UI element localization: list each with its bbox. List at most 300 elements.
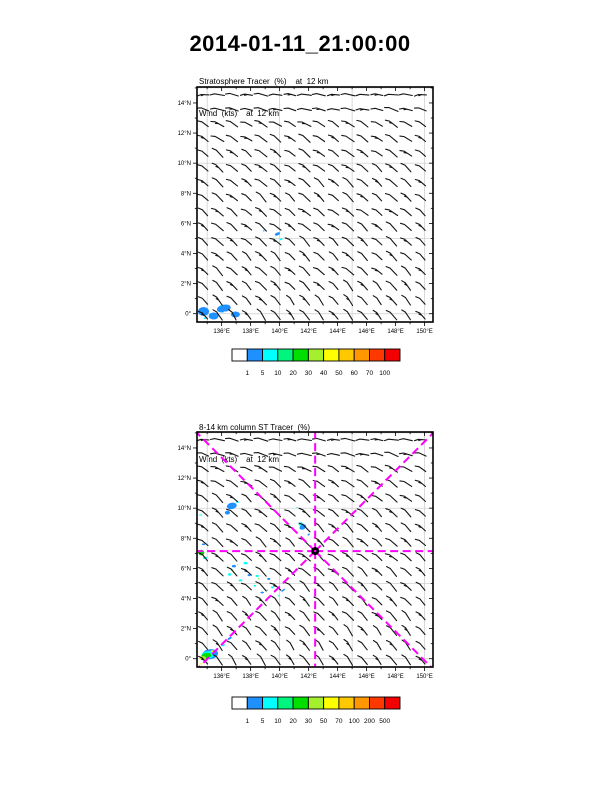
tracer-map-top <box>165 80 450 348</box>
wind-barb <box>373 641 381 650</box>
wind-barb <box>358 281 368 289</box>
colorbar-cell <box>369 697 384 709</box>
wind-barb <box>329 656 338 664</box>
wind-barb <box>198 480 208 486</box>
wind-barb <box>241 109 253 111</box>
colorbar-cell <box>263 697 278 709</box>
wind-barb <box>227 612 237 621</box>
tracer-patch <box>239 579 243 581</box>
wind-barb <box>229 654 236 665</box>
wind-barb <box>227 282 237 290</box>
wind-barb <box>255 524 267 532</box>
wind-barb <box>198 297 207 305</box>
wind-barb <box>226 135 237 141</box>
wind-barb <box>300 581 309 591</box>
wind-barb <box>211 108 225 110</box>
wind-barb <box>198 495 208 502</box>
colorbar-bottom <box>225 693 410 728</box>
wind-barb <box>357 480 368 487</box>
y-axis-label: 2°N <box>180 281 191 288</box>
wind-barb <box>358 222 368 231</box>
wind-barb <box>226 480 237 487</box>
wind-barb <box>285 238 294 245</box>
wind-barb <box>371 94 383 96</box>
wind-barb <box>357 164 368 171</box>
wind-barb <box>212 238 224 246</box>
wind-barb <box>242 583 252 590</box>
wind-barb <box>357 524 368 532</box>
wind-barb <box>256 537 266 547</box>
wind-barb <box>256 582 266 591</box>
wind-barb <box>401 253 412 260</box>
wind-barb <box>329 252 338 260</box>
tracer-map-bottom <box>165 425 450 693</box>
wind-barb <box>212 148 223 157</box>
wind-barb <box>198 282 207 290</box>
colorbar-top <box>225 345 410 380</box>
colorbar-cell <box>278 697 293 709</box>
wind-barb <box>287 655 294 665</box>
wind-barb <box>213 280 223 290</box>
wind-barb <box>226 150 237 157</box>
wind-barb <box>387 567 397 577</box>
wind-barb <box>371 467 382 471</box>
wind-barb <box>416 297 425 305</box>
colorbar-value: 50 <box>320 718 328 725</box>
colorbar-value: 70 <box>365 370 374 377</box>
wind-barb <box>373 281 381 290</box>
tracer-patch <box>267 578 270 580</box>
wind-barb <box>401 238 412 245</box>
wind-barb <box>257 309 265 320</box>
x-axis-label: 140°E <box>271 329 288 335</box>
colorbar-cell <box>339 349 354 361</box>
wind-barb <box>315 655 323 665</box>
wind-barb <box>371 108 383 110</box>
y-axis-label: 14°N <box>177 100 191 107</box>
wind-barb <box>256 296 267 305</box>
wind-barb <box>270 179 280 187</box>
wind-barb <box>270 149 280 157</box>
wind-barb <box>416 597 425 605</box>
wind-barb <box>198 165 208 171</box>
wind-barb <box>328 439 340 440</box>
wind-barb <box>271 523 281 531</box>
y-axis-label: 2°N <box>180 626 191 633</box>
colorbar-value: 70 <box>335 718 343 725</box>
wind-barb <box>300 295 310 305</box>
x-axis-label: 142°E <box>300 674 317 680</box>
wind-barb <box>401 178 411 186</box>
y-axis-label: 8°N <box>180 536 191 543</box>
wind-barb <box>329 597 337 606</box>
wind-barb <box>243 252 251 261</box>
wind-barb <box>287 310 294 319</box>
wind-barb <box>256 552 266 561</box>
wind-barb <box>372 209 382 216</box>
wind-barb <box>212 163 223 172</box>
wind-barb <box>242 164 251 171</box>
tracer-patch <box>224 311 227 313</box>
wind-barb <box>242 149 251 156</box>
wind-barb <box>371 439 383 441</box>
wind-barb <box>227 553 237 562</box>
wind-barb <box>416 311 425 319</box>
colorbar-cell <box>293 349 308 361</box>
wind-barb <box>386 194 398 202</box>
wind-barb <box>399 439 412 441</box>
wind-barb <box>416 252 425 260</box>
wind-barb <box>300 655 310 665</box>
wind-barb <box>255 466 267 472</box>
wind-barb <box>243 641 251 650</box>
wind-barb <box>285 121 296 126</box>
wind-barb <box>314 282 325 289</box>
wind-barb <box>240 439 252 441</box>
y-axis-label: 4°N <box>180 251 191 258</box>
colorbar-value: 200 <box>364 718 375 725</box>
y-axis-label: 0° <box>185 311 191 318</box>
wind-barb <box>401 223 412 230</box>
storm-center-core <box>314 550 316 552</box>
wind-barb <box>242 524 251 532</box>
wind-barb <box>386 311 396 320</box>
wind-barb <box>373 655 381 664</box>
wind-barb <box>357 509 368 517</box>
wind-barb <box>401 164 411 172</box>
wind-barb <box>285 165 295 171</box>
wind-barb <box>386 222 396 231</box>
wind-barb <box>416 208 425 216</box>
wind-barb <box>343 537 353 547</box>
wind-barb <box>270 538 280 546</box>
wind-barb <box>327 109 339 110</box>
wind-barb <box>271 296 280 305</box>
wind-barb <box>415 539 425 545</box>
tracer-patch <box>227 636 232 640</box>
wind-barb <box>299 178 310 186</box>
wind-barb <box>415 121 426 127</box>
wind-barb <box>298 453 312 455</box>
wind-barb <box>226 194 237 200</box>
wind-barb <box>315 640 323 650</box>
wind-barb <box>212 253 224 261</box>
wind-barb <box>199 627 208 635</box>
range-ray <box>199 551 315 667</box>
wind-barb <box>329 626 338 634</box>
wind-barb <box>313 150 324 156</box>
wind-barb <box>271 494 281 502</box>
wind-barb <box>242 194 252 201</box>
wind-barb <box>271 611 280 621</box>
wind-barb <box>285 150 295 156</box>
wind-barb <box>227 495 238 502</box>
wind-barb <box>256 282 267 291</box>
wind-barb <box>358 567 367 576</box>
colorbar-cell <box>247 349 262 361</box>
wind-barb <box>212 508 222 517</box>
wind-barb <box>416 268 426 275</box>
wind-barb <box>285 282 295 289</box>
x-axis-label: 138°E <box>242 329 259 335</box>
wind-barb <box>300 281 310 291</box>
x-axis-label: 140°E <box>271 674 288 680</box>
wind-barb <box>401 553 412 561</box>
wind-barb <box>386 179 398 187</box>
wind-barb <box>287 640 294 650</box>
wind-barb <box>372 253 382 260</box>
wind-barb <box>313 453 326 456</box>
tracer-patch <box>281 588 286 592</box>
colorbar-cell <box>308 349 323 361</box>
wind-barb <box>400 495 412 501</box>
wind-barb <box>242 539 251 546</box>
wind-barb <box>313 94 326 96</box>
wind-barb <box>198 268 208 275</box>
wind-barb <box>372 151 383 156</box>
wind-barb <box>227 597 237 606</box>
wind-barb <box>198 524 208 531</box>
wind-barb <box>271 640 280 650</box>
wind-barb <box>298 209 310 216</box>
wind-barb <box>386 251 396 260</box>
wind-barb <box>386 281 397 290</box>
wind-barb <box>255 267 266 275</box>
y-axis-label: 4°N <box>180 596 191 603</box>
wind-barb <box>299 508 310 517</box>
x-axis-label: 144°E <box>329 329 346 335</box>
wind-barb <box>241 94 253 95</box>
wind-barb <box>357 554 368 561</box>
storm-center-marker <box>311 547 319 555</box>
wind-barb <box>299 553 311 561</box>
wind-barb <box>328 94 340 95</box>
wind-barb <box>358 311 368 320</box>
wind-barb <box>271 596 280 606</box>
wind-barb <box>329 267 338 275</box>
colorbar-cell <box>308 697 323 709</box>
wind-barb <box>198 121 209 127</box>
wind-barb <box>373 523 382 531</box>
colorbar-value: 5 <box>260 718 265 725</box>
tracer-patch <box>226 502 237 510</box>
colorbar-value: 1 <box>245 370 250 377</box>
wind-barb <box>242 554 252 561</box>
wind-barb <box>212 178 223 187</box>
colorbar-value: 50 <box>335 370 343 377</box>
wind-barb <box>313 121 325 126</box>
y-axis-label: 10°N <box>177 506 191 513</box>
colorbar-labels <box>245 718 390 725</box>
wind-barb <box>386 509 397 517</box>
wind-barb <box>286 538 295 546</box>
wind-barb <box>344 295 353 306</box>
wind-barb <box>256 567 266 576</box>
wind-barb <box>299 164 310 172</box>
wind-barb <box>256 192 266 202</box>
wind-barb <box>373 179 382 187</box>
wind-barb <box>341 438 355 441</box>
wind-barb <box>344 640 352 651</box>
colorbar-value: 10 <box>274 718 282 725</box>
wind-barb <box>358 296 368 305</box>
colorbar-cell <box>232 349 247 361</box>
wind-barb <box>373 296 381 305</box>
wind-barb <box>284 466 295 471</box>
wind-barb <box>387 611 397 621</box>
wind-barb <box>401 583 412 591</box>
wind-barb <box>329 509 339 516</box>
colorbar-cell <box>369 349 384 361</box>
wind-barb <box>400 122 412 127</box>
wind-barb <box>358 626 367 635</box>
wind-barb <box>385 452 398 456</box>
colorbar-cell <box>385 349 400 361</box>
wind-barb <box>227 524 238 531</box>
panel2-header-line2: Wind (kts) at 12 km <box>199 454 280 464</box>
wind-barb <box>210 94 224 96</box>
wind-barb <box>387 581 397 591</box>
wind-barb <box>344 280 353 291</box>
wind-barb <box>313 136 324 142</box>
wind-barb <box>198 208 207 216</box>
wind-barb <box>227 208 237 216</box>
range-ray <box>315 433 433 551</box>
wind-barb <box>357 194 368 201</box>
wind-barb <box>373 626 381 635</box>
panel1-header-line2: Wind (kts) at 12 km <box>199 108 280 118</box>
wind-barb <box>357 209 369 215</box>
wind-barb <box>285 136 296 142</box>
wind-barb <box>358 267 368 275</box>
wind-barb <box>329 612 338 620</box>
wind-barb <box>227 267 238 275</box>
wind-barb <box>329 150 339 157</box>
wind-barb <box>226 453 239 457</box>
wind-barb <box>329 641 338 649</box>
wind-barb <box>226 93 239 96</box>
wind-barb <box>227 252 237 260</box>
tracer-patch <box>260 592 264 594</box>
wind-barb <box>284 108 296 111</box>
colorbar-cells <box>232 697 400 709</box>
colorbar-cell <box>278 349 293 361</box>
wind-barb <box>386 539 398 547</box>
wind-barb <box>211 136 224 142</box>
colorbar-cell <box>247 697 262 709</box>
wind-barb <box>328 224 339 230</box>
wind-barb <box>285 553 294 561</box>
wind-barb <box>256 222 267 231</box>
wind-barb <box>300 611 310 621</box>
wind-barb <box>271 655 280 664</box>
wind-barb <box>285 209 295 216</box>
wind-barb <box>256 208 267 217</box>
wind-barb <box>415 510 425 516</box>
tracer-patch <box>199 514 202 515</box>
colorbar-cells <box>232 349 400 361</box>
wind-barb <box>402 310 411 320</box>
x-axis-label: 146°E <box>358 674 375 680</box>
wind-barb <box>415 466 426 472</box>
wind-barb <box>357 150 368 157</box>
wind-barb <box>386 237 396 246</box>
wind-barb <box>357 120 368 127</box>
wind-barbs-layer <box>197 93 426 320</box>
wind-barb <box>300 625 310 635</box>
wind-barb <box>314 178 324 187</box>
wind-barb <box>343 178 353 187</box>
wind-barb <box>270 134 281 142</box>
wind-barb <box>400 481 412 487</box>
wind-barb <box>297 109 311 111</box>
wind-barb <box>285 597 294 605</box>
wind-barb <box>314 208 325 216</box>
x-axis-label: 144°E <box>329 674 346 680</box>
wind-barb <box>401 209 412 216</box>
wind-barb <box>211 481 224 487</box>
wind-barb <box>241 453 253 455</box>
wind-barb <box>243 656 251 665</box>
wind-barb <box>211 467 224 472</box>
wind-barb <box>199 252 208 260</box>
wind-barb <box>285 180 295 186</box>
wind-barb <box>226 438 239 441</box>
wind-barb <box>358 641 367 650</box>
wind-barb <box>329 311 338 319</box>
x-axis-label: 136°E <box>213 329 230 335</box>
wind-barb <box>226 108 239 111</box>
wind-barb <box>254 438 268 441</box>
wind-barb <box>255 480 267 487</box>
wind-barb <box>372 554 382 561</box>
wind-barb <box>242 494 251 502</box>
y-axis-label: 6°N <box>180 221 191 228</box>
wind-barb <box>399 94 412 96</box>
panel1-header-line1: Stratosphere Tracer (%) at 12 km <box>199 77 329 86</box>
wind-barb <box>298 224 310 231</box>
wind-barb <box>299 479 310 487</box>
wind-barb <box>198 466 209 472</box>
wind-barb <box>401 538 411 546</box>
wind-barb <box>373 310 381 319</box>
wind-barb <box>387 641 397 651</box>
wind-barb <box>271 267 281 276</box>
colorbar-cell <box>324 349 339 361</box>
wind-barb <box>256 611 267 620</box>
wind-barb <box>256 626 267 635</box>
range-ray <box>197 433 315 551</box>
tracer-patch <box>232 565 236 568</box>
wind-barb <box>400 151 412 157</box>
wind-barb <box>212 523 222 532</box>
gridlines-layer <box>197 87 433 322</box>
wind-barb <box>241 122 252 126</box>
wind-barb <box>386 655 396 665</box>
colorbar-cell <box>385 697 400 709</box>
wind-barb <box>357 494 368 502</box>
wind-barb <box>386 296 396 305</box>
y-axis-label: 8°N <box>180 191 191 198</box>
wind-barb <box>399 453 412 456</box>
wind-barb <box>358 252 368 261</box>
x-axis-label: 148°E <box>387 674 404 680</box>
wind-barb <box>372 193 381 201</box>
wind-barb <box>299 134 310 142</box>
wind-barb <box>356 109 369 110</box>
wind-barb <box>313 108 326 111</box>
wind-barb <box>328 210 339 216</box>
